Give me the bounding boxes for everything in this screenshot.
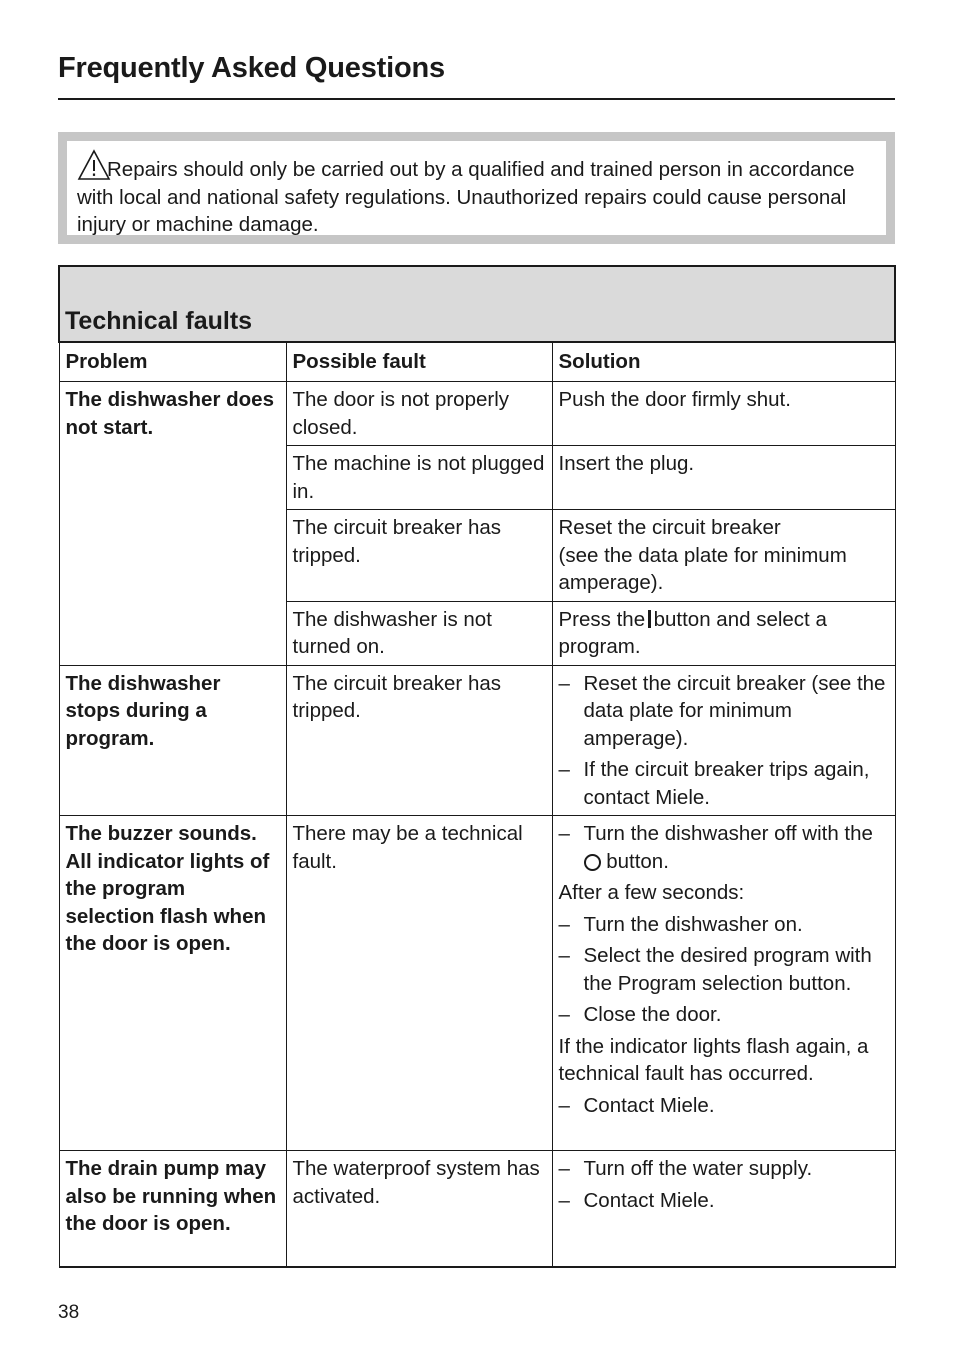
solution-note: After a few seconds: [558,881,745,904]
list-item: – Close the door. [558,1003,722,1026]
title-divider [58,98,895,100]
fault-cell: The dishwasher is not turned on. [286,601,552,665]
list-item: – Turn off the water supply. [558,1157,813,1180]
solution-note: If the indicator lights flash again, a technical fault has occurred. [558,1034,869,1085]
header-solution: Solution [552,342,895,382]
solution-cell [552,816,895,1151]
solution-cell: Insert the plug. [552,446,895,510]
problem-cell: The dishwasher stops during a program. [59,665,286,816]
list-item: – Select the desired program with the Program selection button. [558,944,872,995]
list-item: – Turn the dishwasher on. [558,912,803,936]
fault-cell: The circuit breaker has tripped. [286,665,552,816]
fault-cell: There may be a technical fault. [286,816,552,1151]
solution-cell: Push the door firmly shut. [552,382,895,446]
fault-cell: The waterproof system has activated. [286,1151,552,1267]
list-item: – Turn the dishwasher off with the button. [558,822,873,873]
header-row [59,342,895,382]
fault-cell: The door is not properly closed. [286,382,552,446]
problem-cell: The drain pump may also be running when the door is open. [59,1151,286,1267]
technical-faults-table [58,265,896,1268]
list-item: – If the circuit breaker trips again, contact Miele. [558,758,870,809]
solution-line: Reset the circuit breaker [558,516,781,539]
problem-cell: The dishwasher does not start. [59,382,286,666]
header-problem: Problem [59,342,286,382]
list-item: – Contact Miele. [558,1093,715,1117]
fault-cell: The machine is not plugged in. [286,446,552,510]
solution-line: (see the data plate for minimum amperage). [558,543,847,594]
list-item: – Reset the circuit breaker (see the data plate for minimum amperage). [558,671,886,750]
header-possible-fault: Possible fault [286,342,552,382]
table-row [59,382,895,446]
on-button-icon [648,610,651,628]
solution-text: Press the [558,607,646,631]
problem-cell: The buzzer sounds. All indicator lights of the program selection flash when the door is open. [59,816,286,1151]
fault-cell: The circuit breaker has tripped. [286,510,552,602]
warning-box [58,132,895,244]
table-row [59,816,895,1151]
solution-cell [552,665,895,816]
solution-cell [552,601,895,665]
table-row [59,665,895,816]
off-button-icon [584,854,601,871]
warning-content [67,141,886,235]
solution-text: button and select a program. [558,607,827,658]
section-title: Technical faults [59,266,895,342]
warning-triangle-icon [77,149,111,181]
page-number: 38 [58,1302,80,1323]
warning-text: Repairs should only be carried out by a qualified and trained person in accordance with local and national safety regulations. Unauthorized repairs could cause personal injury or machine damage. [77,158,855,236]
page-title: Frequently Asked Questions [58,52,445,84]
table-row [59,1151,895,1267]
solution-cell [552,510,895,602]
list-item: – Contact Miele. [558,1188,715,1212]
solution-cell [552,1151,895,1267]
